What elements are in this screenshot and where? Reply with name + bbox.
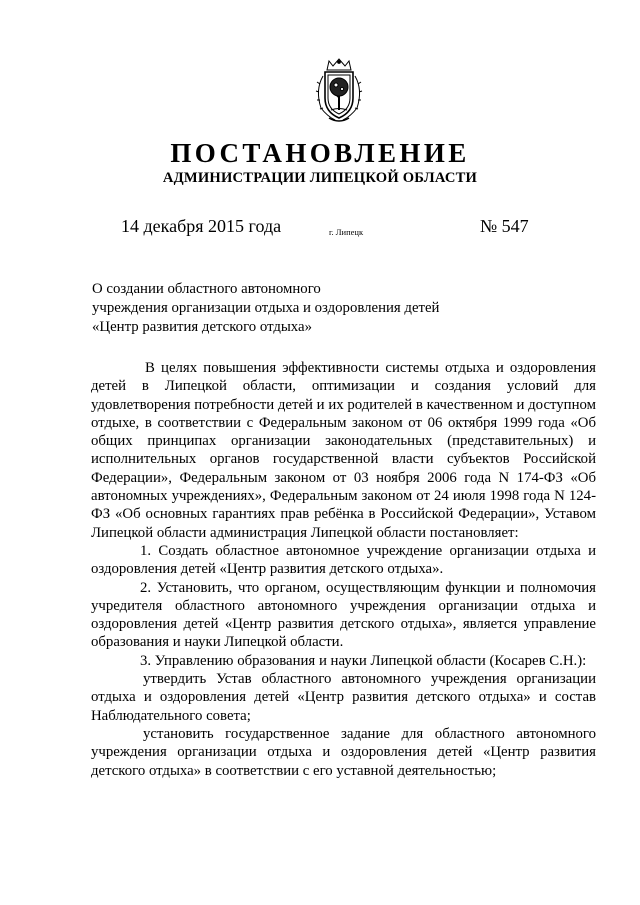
coat-of-arms-icon [311,58,367,124]
document-subject [92,280,492,337]
subclause-paragraph: установить государственное задание для областного автономного учреждения организации отдыха и оздоровления детей «Центр развития детского отдыха» в соответствии с его уставной деятельностью; [91,725,596,779]
subclause-paragraph: утвердить Устав областного автономного учреждения организации отдыха и оздоровления детей «Центр развития детского отдыха» и состав Наблюдательного совета; [91,671,596,724]
issuing-authority: АДМИНИСТРАЦИИ ЛИПЕЦКОЙ ОБЛАСТИ [162,170,478,186]
clause-paragraph: 2. Установить, что органом, осуществляющим функции и полномочия учредителя областного автономного учреждения организации отдыха и оздоровления детей «Центр развития детского отдыха», является управление образования и науки Липецкой области. [91,579,596,651]
document-title: ПОСТАНОВЛЕНИЕ [170,138,470,168]
subject-line: учреждения организации отдыха и оздоровления детей [92,300,440,316]
document-date: 14 декабря 2015 года [121,216,282,236]
clause-paragraph: 1. Создать областное автономное учреждение организации отдыха и оздоровления детей «Центр развития детского отдыха». [91,542,596,578]
subject-line: «Центр развития детского отдыха» [92,319,312,335]
document-city: г. Липецк [329,227,364,237]
clause-paragraph: 3. Управлению образования и науки Липецкой области (Косарев С.Н.): [140,652,587,669]
preamble-paragraph: В целях повышения эффективности системы отдыха и оздоровления детей в Липецкой области, оптимизации и создания условий для удовлетворения потребности детей и их родителей в качественном и доступном отдыхе, в соответствии с Федеральным законом от 06 октября 1999 года «Об общих принципах организации законодательных (представительных) и исполнительных органов государственной власти субъектов Российской Федерации», Федеральным законом от 03 ноября 2006 года N 174-ФЗ «Об автономных учреждениях», Федеральным законом от 24 июля 1998 года N 124-ФЗ «Об основных гарантиях прав ребёнка в Российской Федерации», Уставом Липецкой области администрация Липецкой области постановляет: [91,360,596,541]
document-body [91,359,596,780]
subject-line: О создании областного автономного [92,281,321,297]
document-number: № 547 [480,216,529,236]
